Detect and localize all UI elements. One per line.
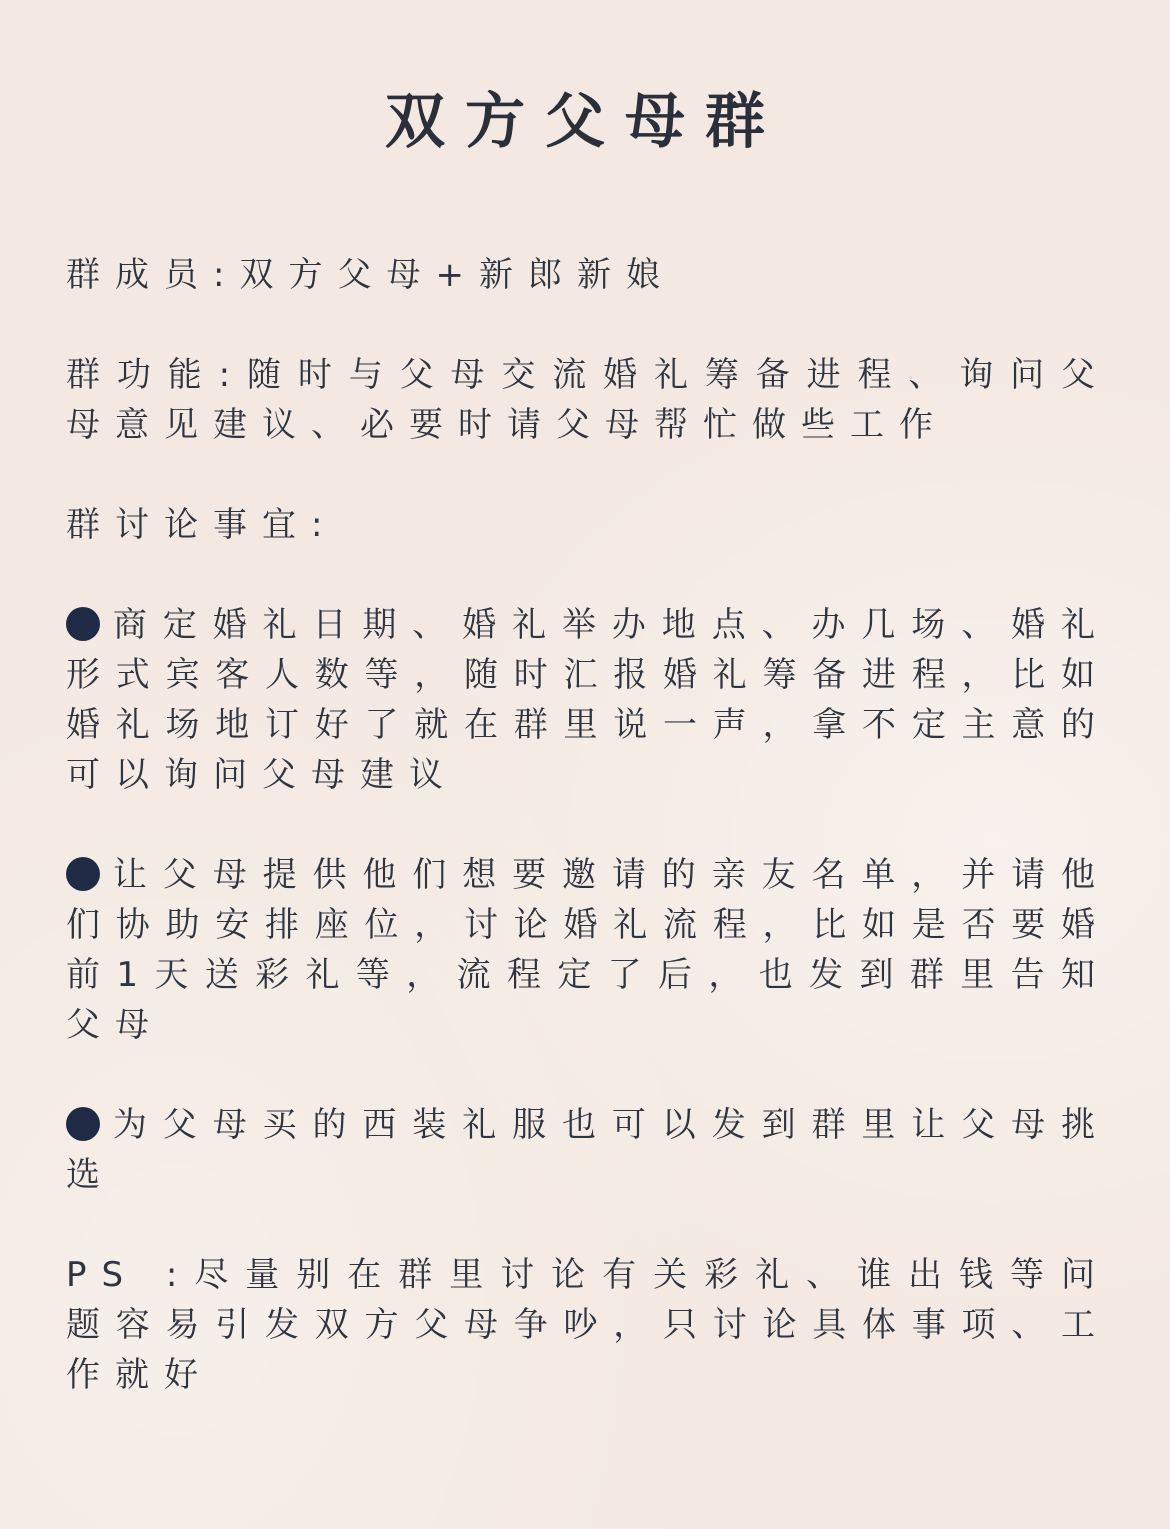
content (66, 250, 1110, 1450)
list-item (66, 850, 1110, 1050)
topics-heading: 群讨论事宜: (66, 505, 338, 545)
list-item-text: 商定婚礼日期、婚礼举办地点、办几场、婚礼形式宾客人数等，随时汇报婚礼筹备进程，比如婚礼场地订好了就在群里说一声，拿不定主意的可以询问父母建议 (66, 605, 1110, 795)
bullet-icon (66, 1107, 100, 1141)
bullet-icon (66, 857, 100, 891)
list-item (66, 1100, 1110, 1200)
bullet-icon (66, 607, 100, 641)
members-text: 群成员:双方父母+新郎新娘 (66, 255, 675, 295)
list-item-text: 为父母买的西装礼服也可以发到群里让父母挑选 (66, 1105, 1110, 1195)
function-text: 群功能:随时与父母交流婚礼筹备进程、询问父母意见建议、必要时请父母帮忙做些工作 (66, 355, 1110, 445)
list-item-text: 让父母提供他们想要邀请的亲友名单，并请他们协助安排座位，讨论婚礼流程，比如是否要婚前1天送彩礼等，流程定了后，也发到群里告知父母 (66, 855, 1110, 1045)
page-title: 双方父母群 (385, 87, 785, 157)
ps-note: PS :尽量别在群里讨论有关彩礼、谁出钱等问题容易引发双方父母争吵，只讨论具体事项、工作就好 (66, 1255, 1110, 1395)
list-item (66, 600, 1110, 800)
